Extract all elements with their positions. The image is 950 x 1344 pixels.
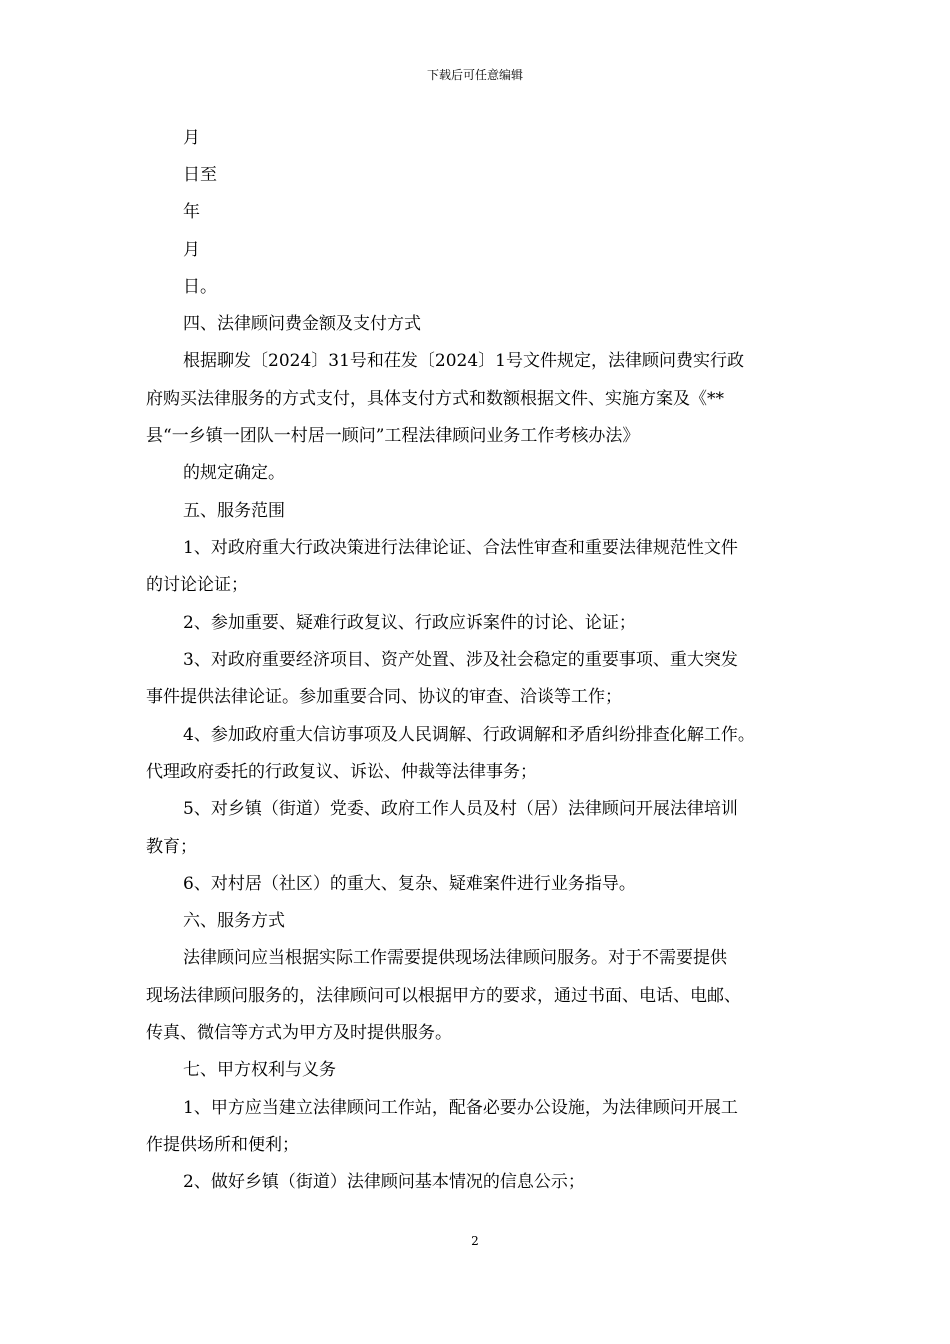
text-line: 教育； bbox=[146, 837, 197, 857]
text-line: 2、参加重要、疑难行政复议、行政应诉案件的讨论、论证； bbox=[183, 613, 636, 633]
text-line: 1、对政府重大行政决策进行法律论证、合法性审查和重要法律规范性文件 bbox=[183, 538, 738, 558]
text-line: 月 bbox=[183, 240, 200, 260]
text-line: 1、甲方应当建立法律顾问工作站，配备必要办公设施，为法律顾问开展工 bbox=[183, 1098, 738, 1118]
page-number: 2 bbox=[471, 1234, 479, 1248]
text-line: 年 bbox=[183, 202, 200, 222]
text-line: 作提供场所和便利； bbox=[146, 1135, 299, 1155]
text-line: 5、对乡镇（街道）党委、政府工作人员及村（居）法律顾问开展法律培训 bbox=[183, 799, 738, 819]
section-heading: 六、服务方式 bbox=[183, 911, 285, 931]
text-line: 现场法律顾问服务的，法律顾问可以根据甲方的要求，通过书面、电话、电邮、 bbox=[146, 986, 741, 1006]
text-line: 日至 bbox=[183, 165, 217, 185]
section-heading: 七、甲方权利与义务 bbox=[183, 1060, 336, 1080]
text-line: 事件提供法律论证。参加重要合同、协议的审查、洽谈等工作； bbox=[146, 687, 622, 707]
text-line: 2、做好乡镇（街道）法律顾问基本情况的信息公示； bbox=[183, 1172, 585, 1192]
text-line: 代理政府委托的行政复议、诉讼、仲裁等法律事务； bbox=[146, 762, 537, 782]
text-line: 法律顾问应当根据实际工作需要提供现场法律顾问服务。对于不需要提供 bbox=[183, 948, 727, 968]
text-line: 府购买法律服务的方式支付，具体支付方式和数额根据文件、实施方案及《** bbox=[146, 389, 724, 409]
section-heading: 五、服务范围 bbox=[183, 501, 285, 521]
text-line: 传真、微信等方式为甲方及时提供服务。 bbox=[146, 1023, 452, 1043]
text-line: 月 bbox=[183, 128, 200, 148]
text-line: 的规定确定。 bbox=[183, 463, 285, 483]
text-line: 县“一乡镇一团队一村居一顾问”工程法律顾问业务工作考核办法》 bbox=[146, 426, 640, 446]
section-heading: 四、法律顾问费金额及支付方式 bbox=[183, 314, 421, 334]
text-line: 日。 bbox=[183, 277, 217, 297]
text-line: 3、对政府重要经济项目、资产处置、涉及社会稳定的重要事项、重大突发 bbox=[183, 650, 738, 670]
text-line: 的讨论论证； bbox=[146, 575, 248, 595]
text-line: 根据聊发〔2024〕31号和茌发〔2024〕1号文件规定，法律顾问费实行政 bbox=[183, 351, 744, 371]
page-header: 下载后可任意编辑 bbox=[426, 68, 523, 82]
text-line: 6、对村居（社区）的重大、复杂、疑难案件进行业务指导。 bbox=[183, 874, 636, 894]
text-line: 4、参加政府重大信访事项及人民调解、行政调解和矛盾纠纷排查化解工作。 bbox=[183, 725, 755, 745]
